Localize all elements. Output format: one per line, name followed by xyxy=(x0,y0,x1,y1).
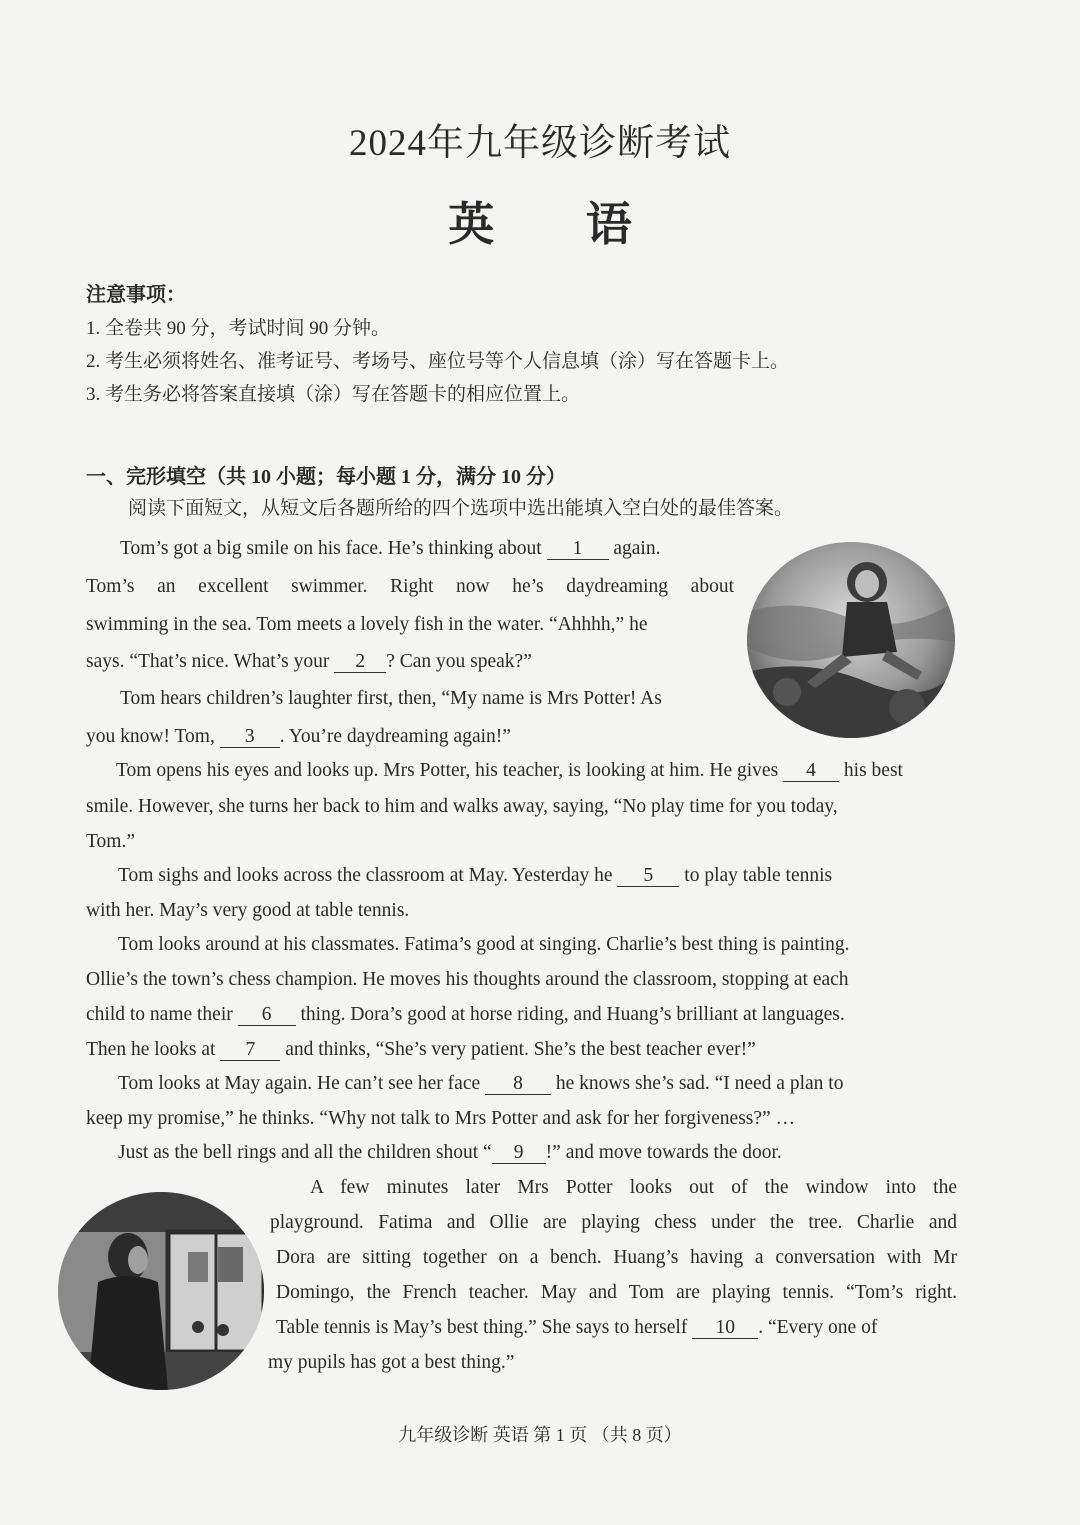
blank-3: 3 xyxy=(220,726,280,748)
passage-line: A few minutes later Mrs Potter looks out of the window into the xyxy=(310,1177,957,1198)
passage-line: Tom looks at May again. He can’t see her face 8 he knows she’s sad. “I need a plan to xyxy=(118,1073,844,1094)
notice-item: 1. 全卷共 90 分，考试时间 90 分钟。 xyxy=(86,318,391,339)
blank-8: 8 xyxy=(485,1073,551,1095)
blank-1: 1 xyxy=(547,538,609,560)
notice-heading: 注意事项： xyxy=(86,284,186,306)
passage-line: Domingo, the French teacher. May and Tom are playing tennis. “Tom’s right. xyxy=(276,1282,957,1303)
blank-2: 2 xyxy=(334,651,386,673)
passage-line: Tom opens his eyes and looks up. Mrs Potter, his teacher, is looking at him. He gives 4 his best xyxy=(116,760,903,781)
notice-item: 2. 考生必须将姓名、准考证号、考场号、座位号等个人信息填（涂）写在答题卡上。 xyxy=(86,351,790,372)
blank-9: 9 xyxy=(492,1142,546,1164)
passage-line: Ollie’s the town’s chess champion. He moves his thoughts around the classroom, stopping at each xyxy=(86,969,849,990)
passage-line: Tom’s got a big smile on his face. He’s thinking about 1 again. xyxy=(120,538,661,559)
passage-line: Just as the bell rings and all the children shout “ 9 !” and move towards the door. xyxy=(118,1142,782,1163)
notice-item: 3. 考生务必将答案直接填（涂）写在答题卡的相应位置上。 xyxy=(86,384,581,405)
blank-7: 7 xyxy=(220,1039,280,1061)
section-directions: 阅读下面短文，从短文后各题所给的四个选项中选出能填入空白处的最佳答案。 xyxy=(128,498,794,519)
passage-line: Dora are sitting together on a bench. Huang’s having a conversation with Mr xyxy=(276,1247,957,1268)
passage-line: smile. However, she turns her back to him and walks away, saying, “No play time for you today, xyxy=(86,796,838,817)
page-footer: 九年级诊断 英语 第 1 页 （共 8 页） xyxy=(398,1425,682,1445)
blank-4: 4 xyxy=(783,760,839,782)
passage-line: swimming in the sea. Tom meets a lovely fish in the water. “Ahhhh,” he xyxy=(86,614,648,635)
passage-line: Then he looks at 7 and thinks, “She’s very patient. She’s the best teacher ever!” xyxy=(86,1039,756,1060)
passage-line: my pupils has got a best thing.” xyxy=(268,1352,515,1373)
passage-line: Tom hears children’s laughter first, then, “My name is Mrs Potter! As xyxy=(120,688,662,709)
passage-line: Tom sighs and looks across the classroom at May. Yesterday he 5 to play table tennis xyxy=(118,865,833,886)
blank-6: 6 xyxy=(238,1004,296,1026)
teacher-at-window-illustration xyxy=(58,1192,264,1390)
passage-line: Table tennis is May’s best thing.” She says to herself 10 . “Every one of xyxy=(276,1317,878,1338)
blank-10: 10 xyxy=(692,1317,758,1339)
passage-line: says. “That’s nice. What’s your 2 ? Can you speak?” xyxy=(86,651,532,672)
passage-line: Tom’s an excellent swimmer. Right now he’s daydreaming about xyxy=(86,576,734,597)
passage-line: Tom.” xyxy=(86,831,135,852)
section-heading: 一、完形填空（共 10 小题；每小题 1 分，满分 10 分） xyxy=(86,466,566,488)
subject-title: 英 语 xyxy=(448,199,672,250)
passage-line: child to name their 6 thing. Dora’s good at horse riding, and Huang’s brilliant at languages. xyxy=(86,1004,845,1025)
boy-by-water-illustration xyxy=(747,542,955,738)
passage-line: Tom looks around at his classmates. Fatima’s good at singing. Charlie’s best thing is painting. xyxy=(118,934,850,955)
passage-line: you know! Tom, 3 . You’re daydreaming again!” xyxy=(86,726,511,747)
blank-5: 5 xyxy=(617,865,679,887)
passage-line: keep my promise,” he thinks. “Why not talk to Mrs Potter and ask for her forgiveness?” … xyxy=(86,1108,796,1129)
passage-line: with her. May’s very good at table tennis. xyxy=(86,900,410,921)
passage-line: playground. Fatima and Ollie are playing chess under the tree. Charlie and xyxy=(270,1212,957,1233)
exam-title: 2024年九年级诊断考试 xyxy=(349,123,731,164)
